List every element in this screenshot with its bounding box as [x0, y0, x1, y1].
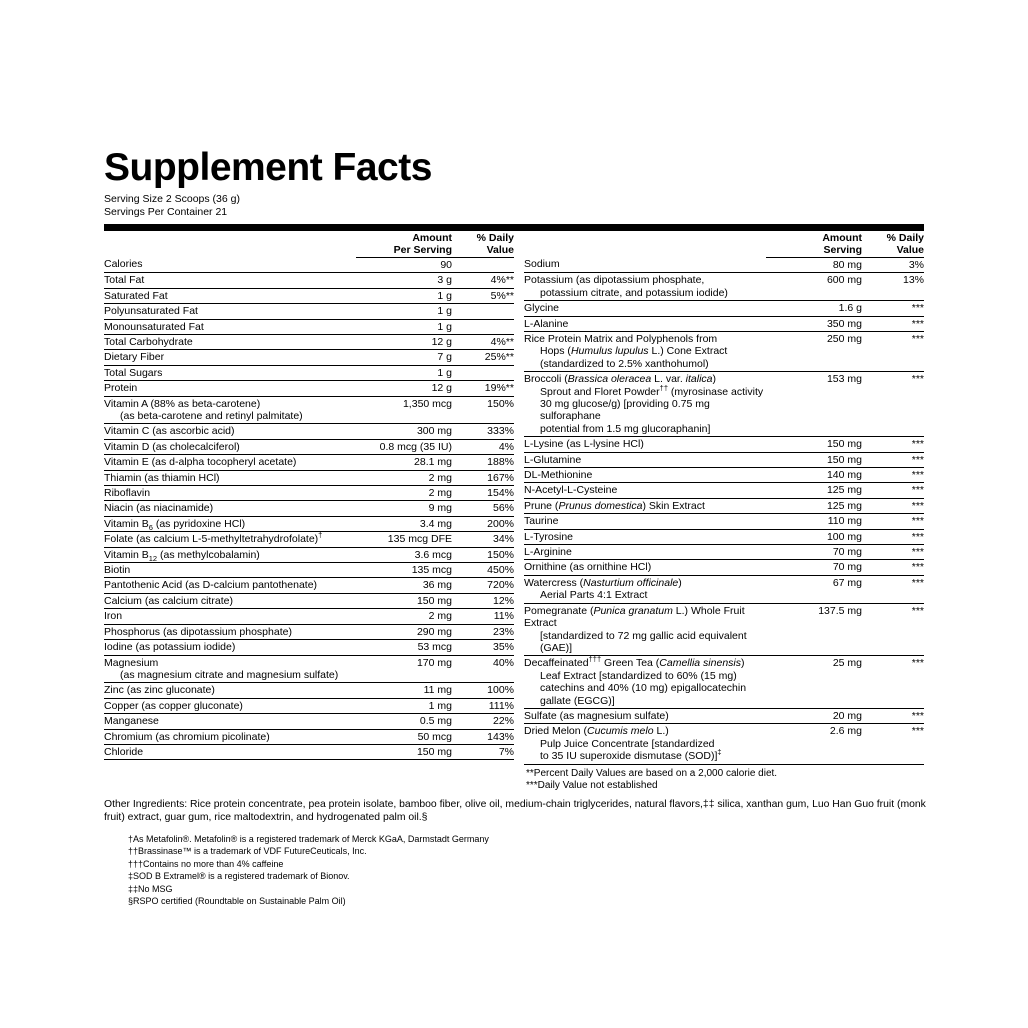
table-row [104, 304, 514, 319]
table-row [104, 288, 514, 303]
nutrient-dv: *** [862, 724, 924, 764]
nutrient-name: Broccoli (Brassica oleracea L. var. italica) Sprout and Floret Powder†† (myrosinase activity 30 mg glucose/g) [providing 0.75 mg sulforaphane potential from 1.5 mg glucoraphanin] [524, 372, 766, 437]
nutrient-amount: 0.8 mcg (35 IU) [356, 439, 452, 454]
nutrient-amount: 3.6 mcg [356, 547, 452, 562]
nutrient-amount: 150 mg [766, 437, 862, 452]
nutrient-name: Iron [104, 609, 356, 624]
nutrient-name: Glycine [524, 301, 766, 316]
nutrient-name: Zinc (as zinc gluconate) [104, 683, 356, 698]
table-row [104, 744, 514, 759]
nutrient-name: Total Carbohydrate [104, 334, 356, 349]
nutrient-name: Vitamin D (as cholecalciferol) [104, 439, 356, 454]
nutrient-name: Vitamin E (as d-alpha tocopheryl acetate) [104, 455, 356, 470]
left-header-dv: % Daily Value [452, 231, 514, 258]
table-row [524, 257, 924, 272]
nutrient-amount: 600 mg [766, 273, 862, 301]
nutrient-name: Total Sugars [104, 365, 356, 380]
nutrient-dv: 13% [862, 273, 924, 301]
nutrient-name: Rice Protein Matrix and Polyphenols from Hops (Humulus lupulus L.) Cone Extract (standardized to 2.5% xanthohumol) [524, 331, 766, 371]
table-row [524, 560, 924, 575]
nutrient-name: Calcium (as calcium citrate) [104, 593, 356, 608]
nutrient-name: Polyunsaturated Fat [104, 304, 356, 319]
nutrient-amount: 12 g [356, 381, 452, 396]
nutrient-name: Biotin [104, 563, 356, 578]
nutrient-amount: 1 g [356, 365, 452, 380]
nutrient-name: DL-Methionine [524, 468, 766, 483]
trademark-line: ‡‡No MSG [128, 883, 173, 894]
table-row [524, 468, 924, 483]
nutrient-dv: *** [862, 529, 924, 544]
table-row [524, 498, 924, 513]
nutrient-amount: 1 g [356, 319, 452, 334]
nutrient-amount: 90 [356, 257, 452, 272]
nutrient-dv: 25%** [452, 350, 514, 365]
table-row [104, 547, 514, 562]
nutrient-dv: 5%** [452, 288, 514, 303]
nutrient-name: Protein [104, 381, 356, 396]
nutrient-amount: 125 mg [766, 498, 862, 513]
nutrient-amount: 12 g [356, 334, 452, 349]
nutrient-dv: 40% [452, 655, 514, 683]
table-row [524, 301, 924, 316]
table-row [524, 656, 924, 709]
nutrient-name: Vitamin A (88% as beta-carotene) (as beta-carotene and retinyl palmitate) [104, 396, 356, 424]
table-row [104, 455, 514, 470]
nutrient-dv: *** [862, 483, 924, 498]
table-row [104, 470, 514, 485]
table-row [104, 624, 514, 639]
nutrient-amount: 1,350 mcg [356, 396, 452, 424]
table-row [524, 372, 924, 437]
nutrient-dv: 100% [452, 683, 514, 698]
nutrient-amount: 125 mg [766, 483, 862, 498]
nutrient-dv: *** [862, 452, 924, 467]
nutrient-name: L-Tyrosine [524, 529, 766, 544]
nutrient-dv [452, 304, 514, 319]
table-row [524, 483, 924, 498]
table-row [104, 698, 514, 713]
nutrient-dv [452, 257, 514, 272]
nutrient-dv: 4% [452, 439, 514, 454]
trademark-line: §RSPO certified (Roundtable on Sustainable Palm Oil) [128, 896, 346, 907]
table-row [104, 640, 514, 655]
nutrient-amount: 2 mg [356, 470, 452, 485]
servings-per-container: Servings Per Container 21 [104, 205, 228, 218]
nutrient-dv: 56% [452, 501, 514, 516]
nutrient-amount: 140 mg [766, 468, 862, 483]
nutrient-amount: 9 mg [356, 501, 452, 516]
other-ingredients: Other Ingredients: Rice protein concentrate, pea protein isolate, bamboo fiber, olive oil, medium-chain triglycerides, natural flavors,‡‡ silica, xanthan gum, Luo Han Guo fruit (monk fruit) extract, guar gum, rice maltodextrin, and hydrogenated palm oil.§ [104, 799, 926, 824]
nutrient-dv: 720% [452, 578, 514, 593]
nutrient-amount: 80 mg [766, 257, 862, 272]
table-row [524, 514, 924, 529]
nutrient-dv: *** [862, 560, 924, 575]
table-row [104, 532, 514, 547]
page-title: Supplement Facts [104, 146, 432, 189]
nutrient-name: Watercress (Nasturtium officinale) Aerial Parts 4:1 Extract [524, 575, 766, 603]
table-row [524, 452, 924, 467]
nutrient-dv: *** [862, 316, 924, 331]
nutrient-dv: 4%** [452, 273, 514, 288]
right-nutrient-table [524, 231, 924, 765]
trademark-line: ††Brassinase™ is a trademark of VDF FutureCeuticals, Inc. [128, 846, 367, 857]
right-header-blank [524, 231, 766, 258]
nutrient-dv: 3% [862, 257, 924, 272]
nutrient-dv: 188% [452, 455, 514, 470]
nutrient-amount: 300 mg [356, 424, 452, 439]
nutrient-amount: 36 mg [356, 578, 452, 593]
nutrient-dv: 143% [452, 729, 514, 744]
nutrient-amount: 170 mg [356, 655, 452, 683]
table-row [524, 603, 924, 656]
table-row [104, 257, 514, 272]
nutrient-name: Saturated Fat [104, 288, 356, 303]
nutrient-dv: *** [862, 372, 924, 437]
table-row [524, 575, 924, 603]
nutrient-amount: 1 g [356, 304, 452, 319]
nutrient-name: Pantothenic Acid (as D-calcium pantothenate) [104, 578, 356, 593]
nutrient-name: Potassium (as dipotassium phosphate, potassium citrate, and potassium iodide) [524, 273, 766, 301]
nutrient-dv: 200% [452, 516, 514, 531]
table-row [104, 563, 514, 578]
nutrient-amount: 70 mg [766, 560, 862, 575]
nutrient-amount: 110 mg [766, 514, 862, 529]
nutrient-name: Dried Melon (Cucumis melo L.) Pulp Juice Concentrate [standardized to 35 IU superoxide dismutase (SOD)]‡ [524, 724, 766, 764]
nutrient-name: Vitamin $B_6$ (as pyridoxine HCl) [104, 516, 356, 531]
trademark-line: ‡SOD B Extramel® is a registered trademark of Bionov. [128, 871, 350, 882]
table-row [104, 609, 514, 624]
nutrient-amount: 290 mg [356, 624, 452, 639]
nutrient-dv [452, 365, 514, 380]
nutrient-amount: 2 mg [356, 486, 452, 501]
serving-size: Serving Size 2 Scoops (36 g) [104, 192, 240, 205]
table-row [104, 365, 514, 380]
nutrient-dv: 450% [452, 563, 514, 578]
nutrient-amount: 137.5 mg [766, 603, 862, 656]
table-row [104, 714, 514, 729]
nutrient-amount: 50 mcg [356, 729, 452, 744]
table-row [104, 273, 514, 288]
right-header-dv: % Daily Value [862, 231, 924, 258]
table-row [524, 724, 924, 764]
nutrient-name: Vitamin C (as ascorbic acid) [104, 424, 356, 439]
nutrient-name: Folate (as calcium L-5-methyltetrahydrofolate)† [104, 532, 356, 547]
nutrient-dv: *** [862, 468, 924, 483]
nutrient-dv: *** [862, 331, 924, 371]
nutrient-dv: 12% [452, 593, 514, 608]
nutrient-amount: 7 g [356, 350, 452, 365]
nutrient-dv: *** [862, 603, 924, 656]
nutrient-amount: 150 mg [766, 452, 862, 467]
nutrient-name: Sodium [524, 257, 766, 272]
nutrient-amount: 150 mg [356, 593, 452, 608]
table-row [524, 273, 924, 301]
nutrient-name: Taurine [524, 514, 766, 529]
nutrient-amount: 1 mg [356, 698, 452, 713]
nutrient-name: N-Acetyl-L-Cysteine [524, 483, 766, 498]
nutrient-dv: 34% [452, 532, 514, 547]
table-row [104, 439, 514, 454]
table-row [524, 529, 924, 544]
nutrient-dv: *** [862, 545, 924, 560]
nutrient-name: L-Glutamine [524, 452, 766, 467]
nutrient-name: Ornithine (as ornithine HCl) [524, 560, 766, 575]
left-column-headers [104, 231, 514, 258]
nutrient-dv: 11% [452, 609, 514, 624]
table-row [104, 381, 514, 396]
nutrient-dv: *** [862, 514, 924, 529]
nutrient-name: Manganese [104, 714, 356, 729]
nutrient-dv: *** [862, 301, 924, 316]
nutrient-amount: 350 mg [766, 316, 862, 331]
nutrient-amount: 1.6 g [766, 301, 862, 316]
nutrient-name: Magnesium (as magnesium citrate and magnesium sulfate) [104, 655, 356, 683]
facts-columns [104, 231, 924, 792]
nutrient-dv: 23% [452, 624, 514, 639]
table-row [104, 729, 514, 744]
right-column-headers [524, 231, 924, 258]
trademark-notes [128, 833, 828, 907]
nutrient-name: Chloride [104, 744, 356, 759]
table-row [104, 683, 514, 698]
nutrient-amount: 100 mg [766, 529, 862, 544]
header-divider [104, 224, 924, 231]
nutrient-dv: 333% [452, 424, 514, 439]
nutrient-amount: 250 mg [766, 331, 862, 371]
nutrient-dv: 4%** [452, 334, 514, 349]
nutrient-amount: 2 mg [356, 609, 452, 624]
nutrient-name: Dietary Fiber [104, 350, 356, 365]
right-header-amount: Amount Serving [766, 231, 862, 258]
nutrient-amount: 150 mg [356, 744, 452, 759]
nutrient-dv: 111% [452, 698, 514, 713]
nutrient-amount: 53 mcg [356, 640, 452, 655]
nutrient-name: Vitamin $B_{12}$ (as methylcobalamin) [104, 547, 356, 562]
nutrient-amount: 3.4 mg [356, 516, 452, 531]
nutrient-amount: 28.1 mg [356, 455, 452, 470]
nutrient-name: Copper (as copper gluconate) [104, 698, 356, 713]
nutrient-dv: *** [862, 498, 924, 513]
nutrient-dv: 167% [452, 470, 514, 485]
nutrient-amount: 0.5 mg [356, 714, 452, 729]
nutrient-name: Total Fat [104, 273, 356, 288]
footnotes [524, 765, 924, 793]
nutrient-name: Phosphorus (as dipotassium phosphate) [104, 624, 356, 639]
nutrient-dv [452, 319, 514, 334]
table-row [104, 319, 514, 334]
table-row [524, 331, 924, 371]
left-column [104, 231, 514, 760]
nutrient-amount: 3 g [356, 273, 452, 288]
nutrient-amount: 11 mg [356, 683, 452, 698]
nutrient-name: Decaffeinated††† Green Tea (Camellia sinensis) Leaf Extract [standardized to 60% (15 mg) catechins and 40% (10 mg) epigallocatechin gallate (EGCG)] [524, 656, 766, 709]
nutrient-name: Iodine (as potassium iodide) [104, 640, 356, 655]
nutrient-amount: 67 mg [766, 575, 862, 603]
nutrient-dv: *** [862, 708, 924, 723]
nutrient-name: Niacin (as niacinamide) [104, 501, 356, 516]
table-row [104, 578, 514, 593]
right-column [514, 231, 924, 792]
nutrient-dv: 150% [452, 396, 514, 424]
nutrient-dv: 7% [452, 744, 514, 759]
nutrient-amount: 70 mg [766, 545, 862, 560]
supplement-facts-panel [104, 148, 924, 792]
table-row [104, 486, 514, 501]
nutrient-dv: 22% [452, 714, 514, 729]
trademark-line: †As Metafolin®. Metafolin® is a registered trademark of Merck KGaA, Darmstadt Germany [128, 834, 489, 844]
footnote-dv-not-established: ***Daily Value not established [526, 779, 658, 791]
nutrient-dv: 19%** [452, 381, 514, 396]
nutrient-name: Calories [104, 257, 356, 272]
nutrient-name: Sulfate (as magnesium sulfate) [524, 708, 766, 723]
left-header-amount: Amount Per Serving [356, 231, 452, 258]
nutrient-amount: 135 mcg DFE [356, 532, 452, 547]
nutrient-name: L-Lysine (as L-lysine HCl) [524, 437, 766, 452]
nutrient-name: Prune (Prunus domestica) Skin Extract [524, 498, 766, 513]
nutrient-amount: 153 mg [766, 372, 862, 437]
left-nutrient-table [104, 231, 514, 760]
table-row [104, 593, 514, 608]
nutrient-name: L-Arginine [524, 545, 766, 560]
nutrient-name: Chromium (as chromium picolinate) [104, 729, 356, 744]
nutrient-name: Thiamin (as thiamin HCl) [104, 470, 356, 485]
table-row [104, 655, 514, 683]
nutrient-dv: 154% [452, 486, 514, 501]
table-row [104, 516, 514, 531]
nutrient-amount: 135 mcg [356, 563, 452, 578]
table-row [104, 350, 514, 365]
left-header-blank [104, 231, 356, 258]
nutrient-amount: 20 mg [766, 708, 862, 723]
nutrient-dv: 150% [452, 547, 514, 562]
table-row [104, 334, 514, 349]
nutrient-name: Pomegranate (Punica granatum L.) Whole Fruit Extract [standardized to 72 mg gallic acid equivalent (GAE)] [524, 603, 766, 656]
table-row [524, 316, 924, 331]
nutrient-amount: 25 mg [766, 656, 862, 709]
nutrient-amount: 1 g [356, 288, 452, 303]
nutrient-amount: 2.6 mg [766, 724, 862, 764]
table-row [104, 396, 514, 424]
nutrient-dv: *** [862, 575, 924, 603]
footnote-daily-value: **Percent Daily Values are based on a 2,000 calorie diet. [526, 767, 778, 779]
nutrient-name: Monounsaturated Fat [104, 319, 356, 334]
table-row [524, 708, 924, 723]
nutrient-dv: *** [862, 437, 924, 452]
table-row [104, 501, 514, 516]
trademark-line: †††Contains no more than 4% caffeine [128, 858, 284, 869]
nutrient-name: L-Alanine [524, 316, 766, 331]
table-row [104, 424, 514, 439]
nutrient-name: Riboflavin [104, 486, 356, 501]
nutrient-dv: 35% [452, 640, 514, 655]
table-row [524, 437, 924, 452]
nutrient-dv: *** [862, 656, 924, 709]
table-row [524, 545, 924, 560]
